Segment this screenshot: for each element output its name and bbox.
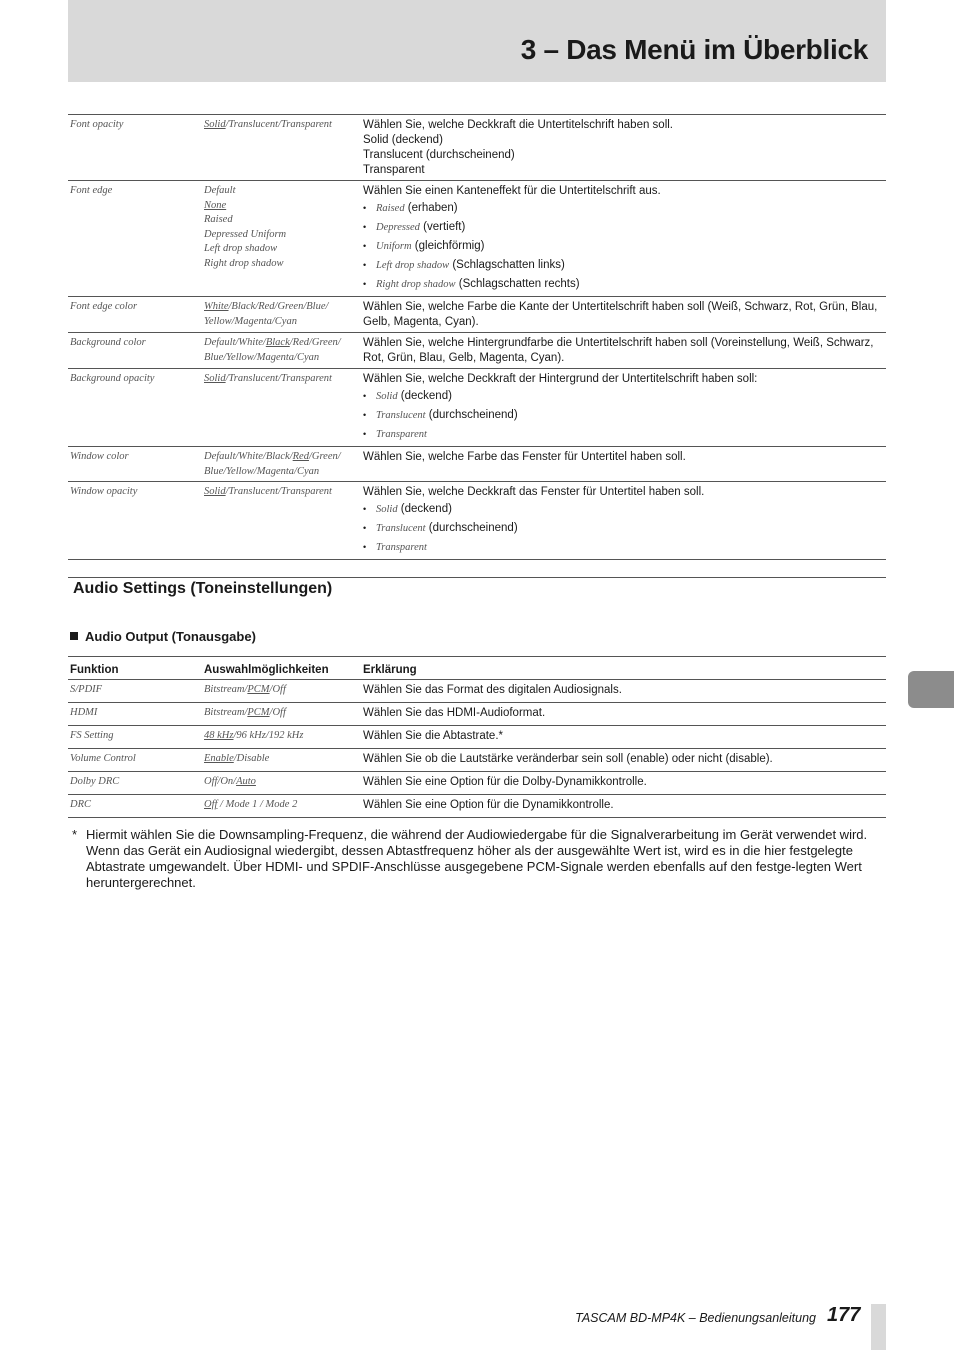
subtitle-settings-table (68, 114, 886, 560)
table-row (68, 749, 886, 772)
option-text: Left drop shadow (204, 243, 278, 254)
function-name: DRC (68, 795, 204, 818)
description-cell (363, 115, 886, 181)
option-text: / Mode 1 / Mode 2 (217, 799, 298, 810)
option-translation: (erhaben) (404, 202, 458, 214)
square-bullet-icon (70, 632, 78, 640)
description-line: Wählen Sie, welche Deckkraft die Untertitelschrift haben soll. (363, 119, 674, 131)
table-row (68, 369, 886, 447)
option-text: Bitstream/ (204, 707, 248, 718)
options-cell (204, 772, 363, 795)
function-name: Font opacity (70, 119, 124, 130)
option-text: Raised (204, 214, 233, 225)
option-line (204, 465, 363, 480)
option-text: Default/White/ (204, 337, 266, 348)
table-row (68, 482, 886, 560)
section-title: Audio Settings (Toneinstellungen) (73, 580, 333, 597)
description-cell: Wählen Sie eine Option für die Dynamikkontrolle. (363, 795, 886, 818)
option-text: Default (204, 185, 236, 196)
description-line: Wählen Sie einen Kanteneffekt für die Untertitelschrift aus. (363, 185, 661, 197)
option-term: Uniform (376, 241, 412, 252)
description-line: Transparent (363, 164, 425, 176)
bullet-list (363, 387, 884, 444)
list-item (363, 425, 884, 444)
options-cell (204, 795, 363, 818)
list-item (363, 256, 884, 275)
table-row (68, 115, 886, 181)
option-term: Solid (376, 391, 398, 402)
option-line (204, 184, 363, 199)
option-term: Depressed (376, 222, 420, 233)
option-text: Depressed Uniform (204, 228, 287, 240)
options-cell (204, 482, 363, 560)
option-line (204, 228, 363, 243)
chapter-title: 3 – Das Menü im Überblick (520, 34, 868, 65)
option-text: /Disable (233, 753, 270, 764)
option-term: Left drop shadow (376, 260, 450, 271)
option-term: Transparent (376, 542, 427, 553)
list-item (363, 519, 884, 538)
option-text: Black (265, 337, 290, 348)
option-text: /96 kHz/192 kHz (233, 730, 304, 741)
option-text: Solid (204, 119, 226, 130)
list-item (363, 275, 884, 294)
description-cell: Wählen Sie eine Option für die Dolby-Dynamikkontrolle. (363, 772, 886, 795)
function-name: Background opacity (70, 373, 155, 384)
description-line: Wählen Sie, welche Deckkraft der Hintergrund der Untertitelschrift haben soll: (363, 373, 758, 385)
footnote (70, 827, 886, 891)
option-translation: (deckend) (397, 390, 452, 402)
option-text: Enable (204, 753, 234, 764)
description-cell (363, 181, 886, 297)
description-cell (363, 333, 886, 369)
function-name: Window color (70, 451, 129, 462)
option-term: Transparent (376, 429, 427, 440)
footnote-marker: * (72, 827, 78, 842)
option-term: Translucent (376, 523, 426, 534)
option-text: /Off (269, 684, 286, 695)
option-translation: (Schlagschatten links) (449, 259, 565, 271)
description-line: Solid (deckend) (363, 134, 443, 146)
table-row (68, 447, 886, 482)
option-text: Blue/Yellow/Magenta/Cyan (204, 465, 320, 477)
list-item (363, 387, 884, 406)
function-name: Font edge (70, 185, 113, 196)
option-line (204, 450, 363, 465)
description-cell (363, 297, 886, 333)
table-row (68, 181, 886, 297)
options-cell (204, 447, 363, 482)
option-line (204, 351, 363, 366)
header-options: Auswahlmöglichkeiten (204, 657, 363, 680)
option-text: PCM (247, 684, 270, 695)
table-row (68, 772, 886, 795)
option-line (204, 242, 363, 257)
option-text: Auto (236, 776, 256, 787)
list-item (363, 406, 884, 425)
footer-label: TASCAM BD-MP4K – Bedienungsanleitung (575, 1311, 816, 1325)
function-name: Font edge color (70, 301, 138, 312)
function-name: Window opacity (70, 486, 138, 497)
description-cell (363, 369, 886, 447)
options-cell (204, 680, 363, 703)
option-term: Raised (376, 203, 405, 214)
list-item (363, 199, 884, 218)
table-row (68, 680, 886, 703)
table-row (68, 297, 886, 333)
option-text: Right drop shadow (204, 257, 284, 269)
table-row (68, 795, 886, 818)
options-cell (204, 749, 363, 772)
description-cell (363, 482, 886, 560)
option-text: /Translucent/Transparent (225, 486, 332, 497)
subsection-title (70, 629, 256, 644)
option-text: /Off (269, 707, 286, 718)
option-text: White (204, 301, 229, 312)
option-text: /Translucent/Transparent (225, 373, 332, 384)
description-line: Translucent (durchscheinend) (363, 149, 515, 161)
list-item (363, 218, 884, 237)
description-line: Wählen Sie, welche Deckkraft das Fenster für Untertitel haben soll. (363, 486, 705, 498)
options-cell (204, 297, 363, 333)
bullet-list (363, 500, 884, 557)
description-cell: Wählen Sie ob die Lautstärke veränderbar sein soll (enable) oder nicht (disable). (363, 749, 886, 772)
option-text: PCM (247, 707, 270, 718)
options-cell (204, 181, 363, 297)
options-cell (204, 115, 363, 181)
option-text: Off/On/ (204, 776, 237, 787)
option-text: None (204, 199, 227, 211)
list-item (363, 538, 884, 557)
footer-bar (871, 1304, 886, 1350)
option-translation: (Schlagschatten rechts) (455, 278, 580, 290)
description-cell: Wählen Sie das Format des digitalen Audiosignals. (363, 680, 886, 703)
description-line: Wählen Sie, welche Hintergrundfarbe die Untertitelschrift haben soll (Voreinstellung, Weiß, Schwarz, Rot, Grün, Blau, Gelb, Magenta, Cyan). (363, 337, 874, 364)
description-line: Wählen Sie, welche Farbe das Fenster für Untertitel haben soll. (363, 451, 686, 463)
option-text: Solid (204, 486, 226, 497)
option-translation: (vertieft) (419, 221, 466, 233)
subsection-title-text: Audio Output (Tonausgabe) (85, 629, 256, 644)
table-row (68, 333, 886, 369)
options-cell (204, 703, 363, 726)
option-term: Solid (376, 504, 398, 515)
description-line: Wählen Sie, welche Farbe die Kante der Untertitelschrift haben soll (Weiß, Schwarz, Rot, Grün, Blau, Gelb, Magenta, Cyan). (363, 301, 878, 328)
function-name: HDMI (68, 703, 204, 726)
function-name: Dolby DRC (68, 772, 204, 795)
option-text: /Translucent/Transparent (225, 119, 332, 130)
option-term: Translucent (376, 410, 426, 421)
bullet-list (363, 199, 884, 294)
option-line (204, 315, 363, 330)
option-text: Default/White/Black/ (204, 451, 293, 462)
table-row (68, 726, 886, 749)
header-band (68, 0, 886, 82)
option-translation: (durchscheinend) (425, 522, 518, 534)
table-row (68, 703, 886, 726)
options-cell (204, 369, 363, 447)
description-cell (363, 447, 886, 482)
option-line (204, 257, 363, 272)
option-text: /Red/Green/ (289, 337, 341, 348)
function-name: S/PDIF (68, 680, 204, 703)
options-cell (204, 333, 363, 369)
option-text: Solid (204, 373, 226, 384)
option-text: Red (292, 451, 309, 462)
description-cell: Wählen Sie das HDMI-Audioformat. (363, 703, 886, 726)
option-text: Bitstream/ (204, 684, 248, 695)
function-name: Volume Control (68, 749, 204, 772)
option-text: 48 kHz (204, 730, 234, 741)
option-line (204, 336, 363, 351)
option-text: Blue/Yellow/Magenta/Cyan (204, 351, 320, 363)
option-line (204, 213, 363, 228)
page-number: 177 (827, 1304, 861, 1326)
option-text: Off (204, 799, 218, 810)
chapter-tab (908, 671, 954, 708)
option-line (204, 300, 363, 315)
section-divider (68, 577, 886, 578)
options-cell (204, 726, 363, 749)
option-text: Yellow/Magenta/Cyan (204, 315, 297, 327)
function-name: Background color (70, 337, 146, 348)
list-item (363, 237, 884, 256)
header-description: Erklärung (363, 657, 886, 680)
option-translation: (deckend) (397, 503, 452, 515)
description-cell: Wählen Sie die Abtastrate.* (363, 726, 886, 749)
option-text: /Green/ (308, 451, 341, 462)
header-function: Funktion (68, 657, 204, 680)
table-header-row (68, 657, 886, 680)
option-translation: (durchscheinend) (425, 409, 518, 421)
footnote-text: Hiermit wählen Sie die Downsampling-Frequenz, die während der Audiowiedergabe für die Signalverarbeitung im Gerät verwendet wird. Wenn das Gerät ein Audiosignal wiedergibt, dessen Abtastfrequenz höher als der ausgewählte Wert ist, wird es in die hier festgelegte Abtastrate umgewandelt. Über HDMI- und SPDIF-Anschlüsse ausgegebene PCM-Signale werden ebenfalls auf den festge-legten Wert heruntergerechnet. (86, 827, 868, 890)
list-item (363, 500, 884, 519)
option-term: Right drop shadow (376, 279, 456, 290)
option-line (204, 199, 363, 214)
function-name: FS Setting (68, 726, 204, 749)
option-translation: (gleichförmig) (411, 240, 485, 252)
audio-output-table (68, 656, 886, 818)
option-text: /Black/Red/Green/Blue/ (228, 301, 329, 312)
